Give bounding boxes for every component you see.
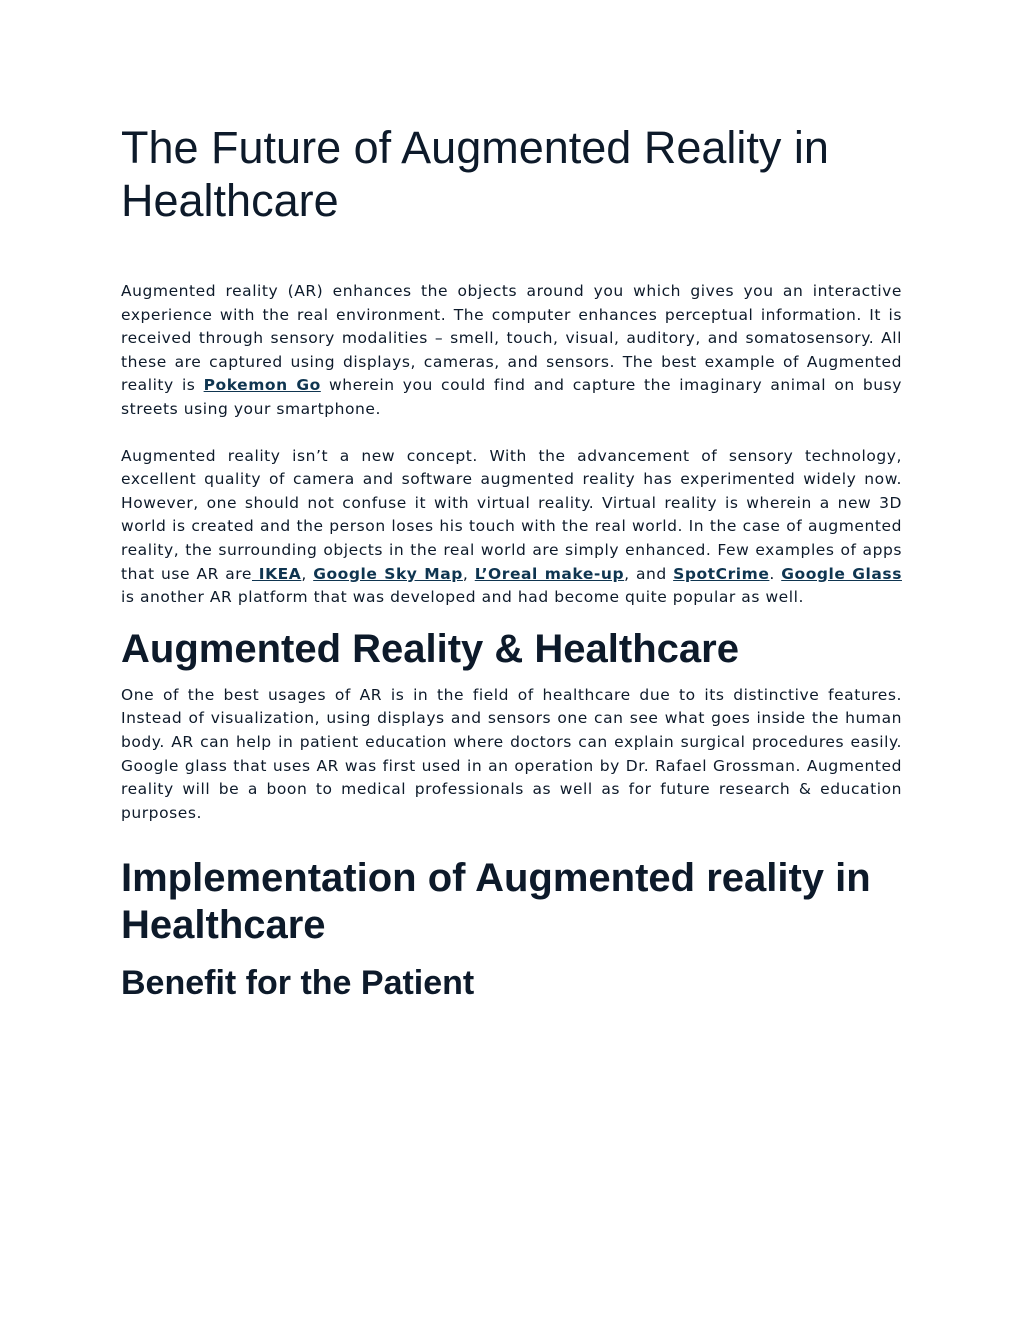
loreal-makeup-link[interactable]: L’Oreal make-up — [474, 564, 625, 583]
page-title: The Future of Augmented Reality in Healthcare — [121, 122, 829, 226]
concept-paragraph — [121, 445, 902, 610]
separator: . — [769, 564, 782, 583]
separator: , — [301, 564, 314, 583]
concept-text-2: is another AR platform that was developed and had become quite popular as well. — [121, 588, 804, 607]
google-sky-map-link[interactable]: Google Sky Map — [313, 564, 463, 583]
section-heading-healthcare: Augmented Reality & Healthcare — [121, 626, 739, 671]
intro-text-1: Augmented reality (AR) enhances the objects around you which gives you an interactive experience with the real environment. The computer enhances perceptual information. It is received through sensory modalities – smell, touch, visual, auditory, and somatosensory. All these are captured using displays, cameras, and sensors. The best example of Augmented reality is — [121, 282, 902, 395]
separator: , — [462, 564, 475, 583]
ikea-link[interactable]: IKEA — [251, 564, 302, 583]
separator: , and — [624, 564, 674, 583]
document-page — [121, 121, 902, 1003]
subheading-patient-benefit: Benefit for the Patient — [121, 964, 475, 1003]
intro-text-2: wherein you could find and capture the imaginary animal on busy streets using your smartphone. — [121, 376, 903, 418]
concept-text-1: Augmented reality isn’t a new concept. With the advancement of sensory technology, excellent quality of camera and software augmented reality has experimented widely now. However, one should not confuse it with virtual reality. Virtual reality is wherein a new 3D world is created and the person loses his touch with the real world. In the case of augmented reality, the surrounding objects in the real world are simply enhanced. Few examples of apps that use AR are — [121, 446, 902, 583]
spotcrime-link[interactable]: SpotCrime — [673, 564, 770, 583]
google-glass-link[interactable]: Google Glass — [781, 564, 902, 583]
healthcare-paragraph: One of the best usages of AR is in the field of healthcare due to its distinctive features. Instead of visualization, using displays and sensors one can see what goes inside the human body. AR can help in patient education where doctors can explain surgical procedures easily. Google glass that uses AR was first used in an operation by Dr. Rafael Grossman. Augmented reality will be a boon to medical professionals as well as for future research & education purposes. — [121, 685, 902, 822]
section-heading-implementation: Implementation of Augmented reality in Healthcare — [121, 856, 871, 948]
pokemon-go-link[interactable]: Pokemon Go — [203, 376, 321, 395]
intro-paragraph — [121, 280, 902, 422]
